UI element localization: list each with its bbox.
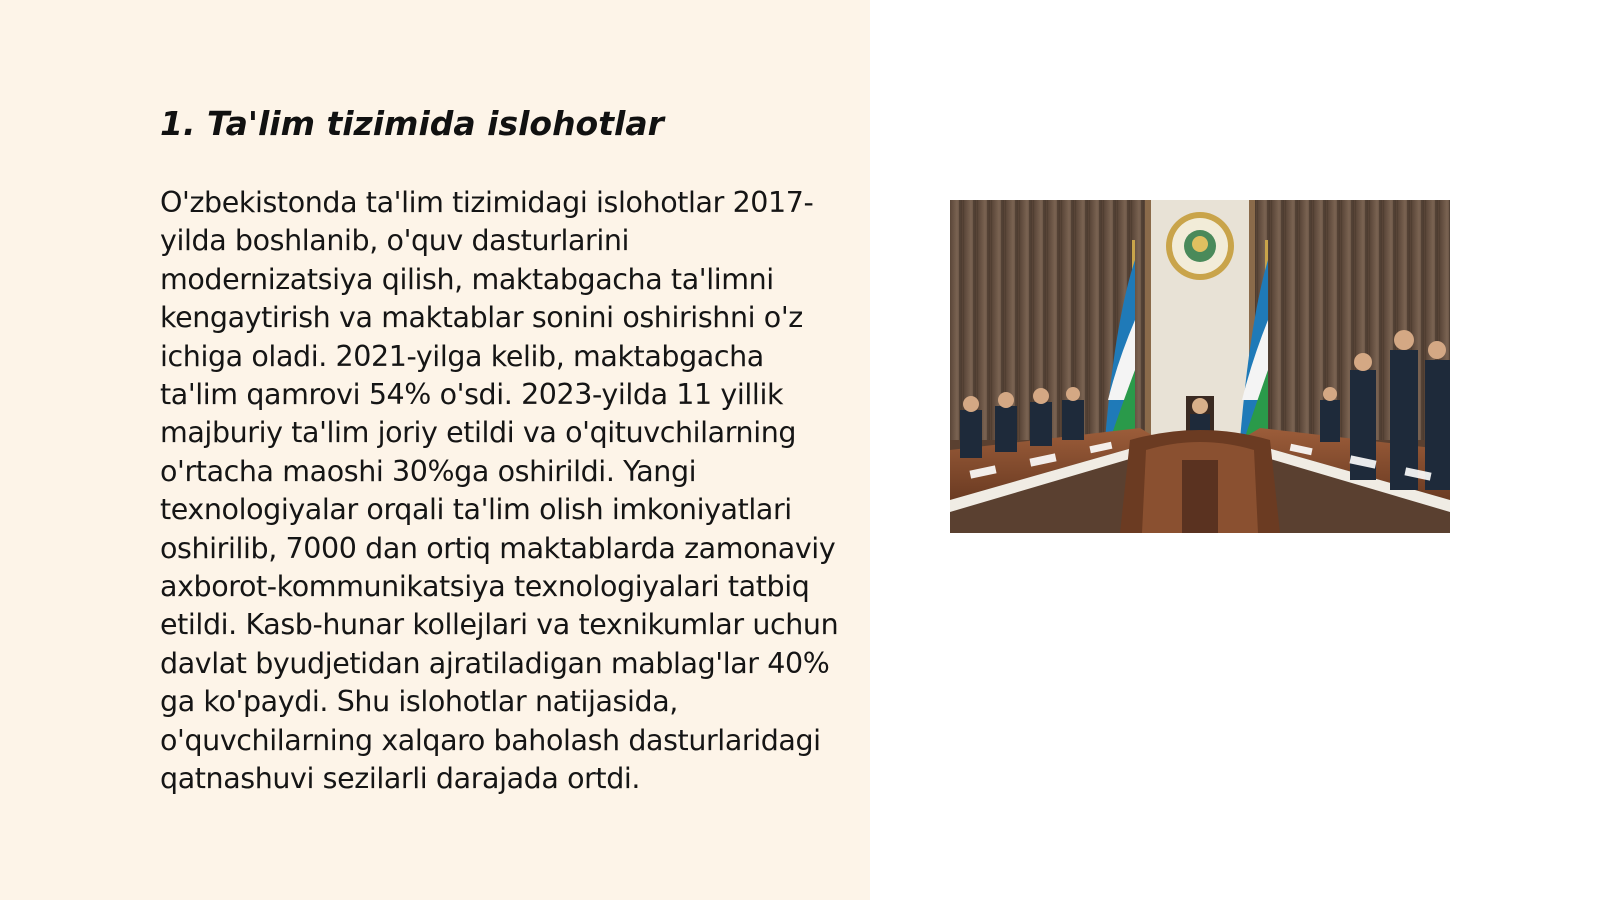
meeting-photo [950,200,1450,533]
slide-title: 1. Ta'lim tizimida islohotlar [160,104,664,143]
slide-body-text: O'zbekistonda ta'lim tizimidagi islohotlar 2017-yilda boshlanib, o'quv dasturlarini modernizatsiya qilish, maktabgacha ta'limni kengaytirish va maktablar sonini oshirishni o'z ichiga oladi. 2021-yilga kelib, maktabgacha ta'lim qamrovi 54% o'sdi. 2023-yilda 11 yillik majburiy ta'lim joriy etildi va o'qituvchilarning o'rtacha maoshi 30%ga oshirildi. Yangi texnologiyalar orqali ta'lim olish imkoniyatlari oshirilib, 7000 dan ortiq maktablarda zamonaviy axborot-kommunikatsiya texnologiyalari tatbiq etildi. Kasb-hunar kollejlari va texnikumlar uchun davlat byudjetidan ajratiladigan mablag'lar 40% ga ko'paydi. Shu islohotlar natijasida, o'quvchilarning xalqaro baholash dasturlaridagi qatnashuvi sezilarli darajada ortdi. [160,186,839,796]
